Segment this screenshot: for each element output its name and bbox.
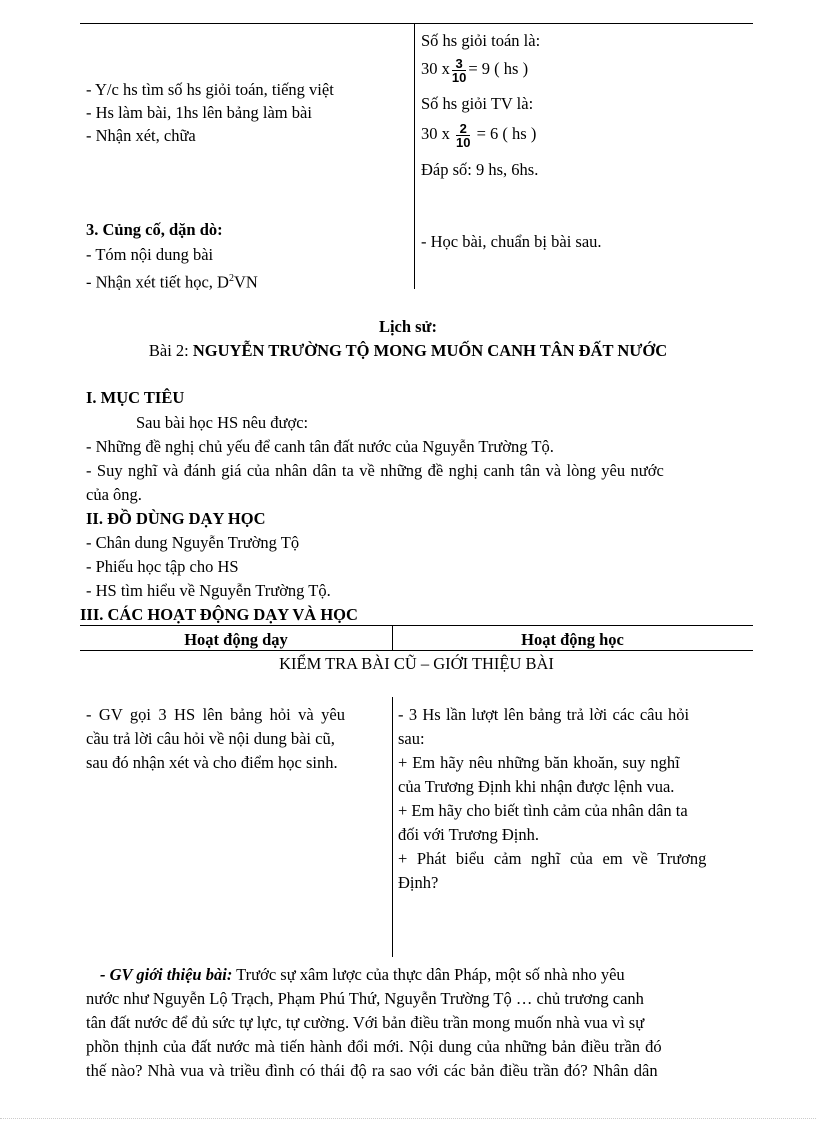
section-heading-2: II. ĐỒ DÙNG DẠY HỌC xyxy=(86,509,266,528)
header-divider xyxy=(392,625,393,650)
col-header-teach: Hoạt động dạy xyxy=(184,630,288,649)
subject-title: Lịch sử: xyxy=(378,317,438,336)
page-footer-separator xyxy=(0,1118,816,1119)
teach-line: cầu trả lời câu hỏi về nội dung bài cũ, xyxy=(86,729,335,748)
right-text: Số hs giỏi TV là: xyxy=(421,94,534,113)
intro-line: thế nào? Nhà vua và triều đình có thái độ ra sao với các bản điều trần đó? Nhân dân xyxy=(86,1061,658,1080)
learn-line: + Phát biểu cảm nghĩ của em về Trương xyxy=(398,849,707,868)
intro-line: nước như Nguyễn Lộ Trạch, Phạm Phú Thứ, Nguyễn Trường Tộ … chủ trương canh xyxy=(86,989,644,1008)
cungco-item xyxy=(86,269,258,293)
cungco-item-text: - Nhận xét tiết học, D xyxy=(86,272,229,292)
top-table-border xyxy=(80,23,753,24)
body-divider xyxy=(392,697,393,957)
lesson-title xyxy=(0,341,816,361)
calc-pre: 30 x xyxy=(421,59,450,78)
learn-line: của Trương Định khi nhận được lệnh vua. xyxy=(398,777,675,796)
table-top-border xyxy=(80,625,753,626)
left-item: - Y/c hs tìm số hs giỏi toán, tiếng việt xyxy=(86,80,334,99)
superscript: 2 xyxy=(228,273,234,284)
span-row: KIỂM TRA BÀI CŨ – GIỚI THIỆU BÀI xyxy=(279,654,554,673)
learn-line: + Em hãy nêu những băn khoăn, suy nghĩ xyxy=(398,753,680,772)
section1-intro: Sau bài học HS nêu được: xyxy=(136,413,309,432)
cungco-right: - Học bài, chuẩn bị bài sau. xyxy=(421,232,602,251)
lesson-name: NGUYỄN TRƯỜNG TỘ MONG MUỐN CANH TÂN ĐẤT NƯỚC xyxy=(192,341,668,360)
calc-pre: 30 x xyxy=(421,124,450,143)
cungco-item: - Tóm nội dung bài xyxy=(86,245,214,264)
fraction-numerator: 2 xyxy=(456,122,470,136)
calc-post: = 6 ( hs ) xyxy=(476,124,537,143)
section-heading-3: III. CÁC HOẠT ĐỘNG DẠY VÀ HỌC xyxy=(80,605,358,624)
right-text: Số hs giỏi toán là: xyxy=(421,31,541,50)
learn-line: sau: xyxy=(398,729,425,748)
teach-line: sau đó nhận xét và cho điểm học sinh. xyxy=(86,753,338,772)
left-item: - Hs làm bài, 1hs lên bảng làm bài xyxy=(86,103,312,122)
fraction xyxy=(456,122,470,149)
answer-text: Đáp số: 9 hs, 6hs. xyxy=(421,160,539,179)
calc-math-toan xyxy=(421,54,528,84)
section-heading-1: I. MỤC TIÊU xyxy=(86,388,185,407)
intro-first-line xyxy=(100,965,625,985)
lesson-prefix: Bài 2: xyxy=(148,341,193,360)
teach-line: - GV gọi 3 HS lên bảng hỏi và yêu xyxy=(86,705,345,724)
learn-line: - 3 Hs lần lượt lên bảng trả lời các câu hỏi xyxy=(398,705,690,724)
calc-post: = 9 ( hs ) xyxy=(468,59,529,78)
fraction-numerator: 3 xyxy=(452,57,466,71)
learn-line: + Em hãy cho biết tình cảm của nhân dân ta xyxy=(398,801,688,820)
calc-math-tv xyxy=(421,119,536,149)
fraction-denominator: 10 xyxy=(456,134,471,150)
fraction-denominator: 10 xyxy=(451,69,467,85)
left-item: - Nhận xét, chữa xyxy=(86,126,196,145)
section1-item: - Những đề nghị chủ yếu để canh tân đất nước của Nguyễn Trường Tộ. xyxy=(86,437,554,456)
intro-line: tân đất nước để đủ sức tự lực, tự cường. Với bản điều trần mong muốn nhà vua vì sự xyxy=(86,1013,645,1032)
col-header-learn: Hoạt động học xyxy=(521,630,624,649)
fraction xyxy=(452,57,466,84)
learn-line: đối với Trương Định. xyxy=(398,825,540,844)
section1-item: của ông. xyxy=(86,485,142,504)
intro-text: Trước sự xâm lược của thực dân Pháp, một số nhà nho yêu xyxy=(236,965,625,984)
header-bottom-border xyxy=(80,650,753,651)
cungco-item-rest: VN xyxy=(233,272,258,292)
top-table-divider xyxy=(414,23,415,289)
intro-label: - GV giới thiệu bài: xyxy=(100,965,233,984)
cungco-title: 3. Củng cố, dặn dò: xyxy=(86,220,223,239)
intro-line: phồn thịnh của đất nước mà tiến hành đổi mới. Nội dung của những bản điều trần đó xyxy=(86,1037,662,1056)
section1-item: - Suy nghĩ và đánh giá của nhân dân ta về những đề nghị canh tân và lòng yêu nước xyxy=(86,461,664,480)
learn-line: Định? xyxy=(398,873,439,892)
section2-item: - Chân dung Nguyễn Trường Tộ xyxy=(86,533,300,552)
section2-item: - Phiếu học tập cho HS xyxy=(86,557,239,576)
section2-item: - HS tìm hiểu về Nguyễn Trường Tộ. xyxy=(86,581,331,600)
